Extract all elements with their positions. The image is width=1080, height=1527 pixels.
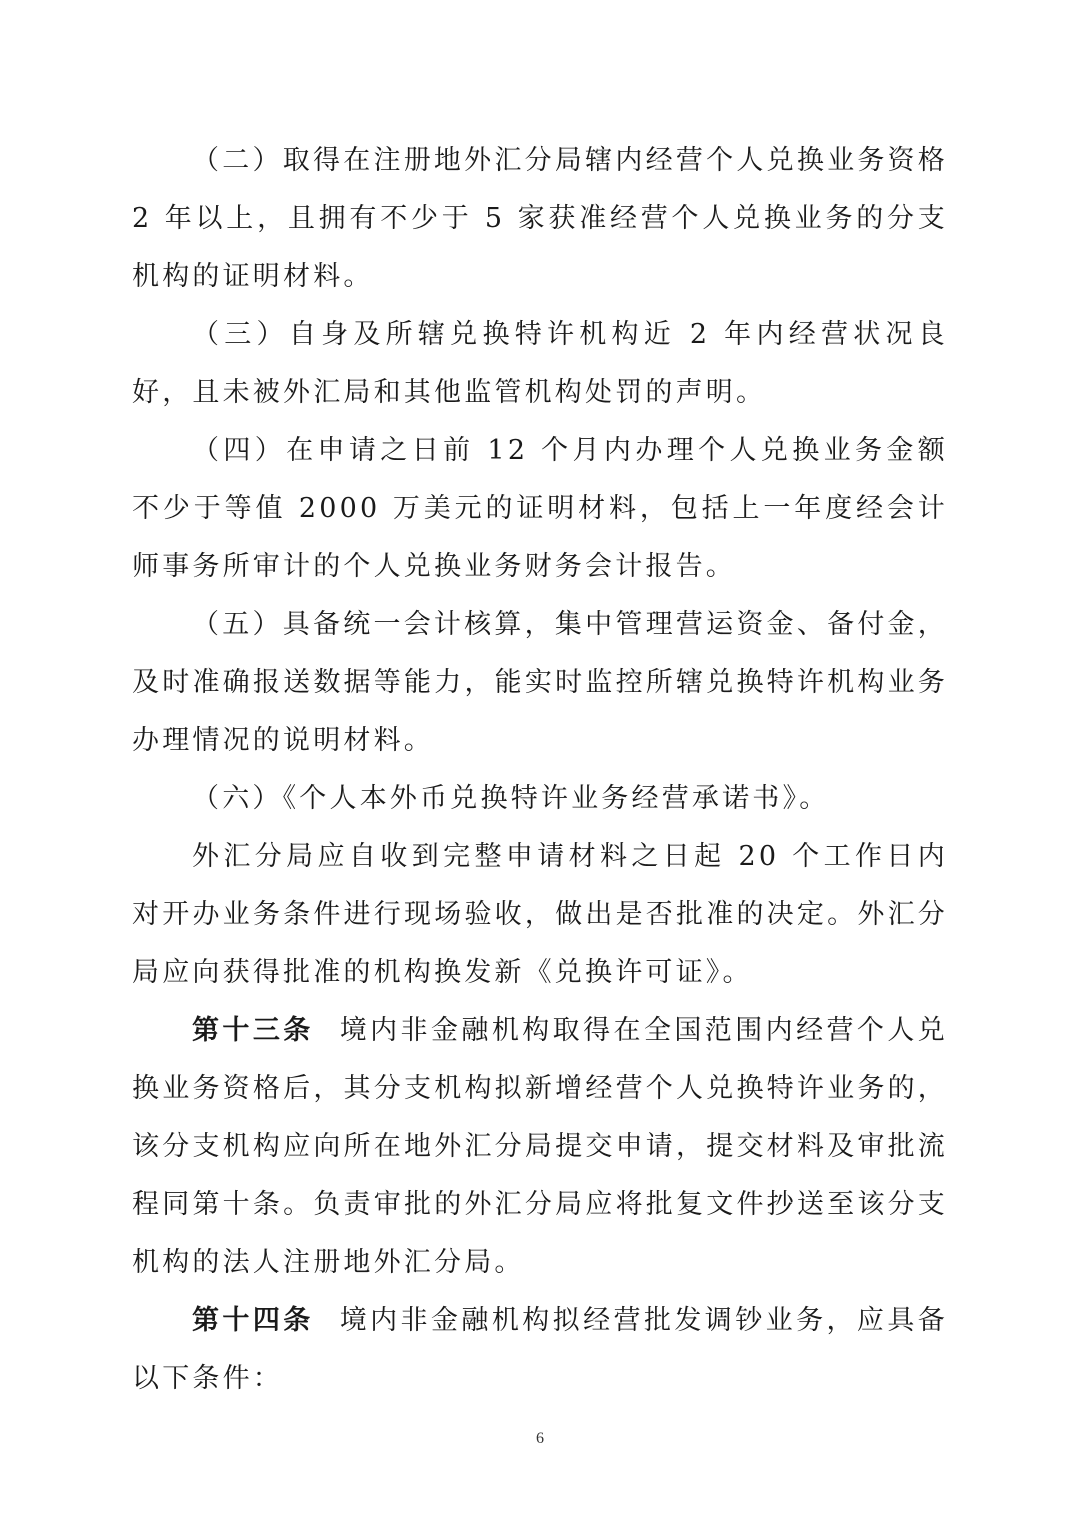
- paragraph-text: （二）取得在注册地外汇分局辖内经营个人兑换业务资格 2 年以上，且拥有不少于 5 家获准经营个人兑换业务的分支机构的证明材料。: [132, 145, 948, 292]
- page-number: 6: [536, 1430, 544, 1447]
- paragraph-text: （五）具备统一会计核算，集中管理营运资金、备付金，及时准确报送数据等能力，能实时监控所辖兑换特许机构业务办理情况的说明材料。: [132, 609, 948, 756]
- paragraph-item-6: [132, 770, 948, 828]
- article-heading: 第十四条: [192, 1305, 314, 1336]
- paragraph-item-3: [132, 306, 948, 422]
- paragraph-text: （四）在申请之日前 12 个月内办理个人兑换业务金额不少于等值 2000 万美元的证明材料，包括上一年度经会计师事务所审计的个人兑换业务财务会计报告。: [132, 435, 948, 582]
- paragraph-approval-note: [132, 828, 948, 1002]
- paragraph-text: （六）《个人本外币兑换特许业务经营承诺书》。: [192, 783, 830, 814]
- article-heading: 第十三条: [192, 1015, 314, 1046]
- paragraph-text: 境内非金融机构取得在全国范围内经营个人兑换业务资格后，其分支机构拟新增经营个人兑换特许业务的，该分支机构应向所在地外汇分局提交申请，提交材料及审批流程同第十条。负责审批的外汇分局应将批复文件抄送至该分支机构的法人注册地外汇分局。: [132, 1015, 948, 1278]
- paragraph-item-5: [132, 596, 948, 770]
- article-14: [132, 1292, 948, 1408]
- paragraph-item-4: [132, 422, 948, 596]
- paragraph-item-2: [132, 132, 948, 306]
- article-13: [132, 1002, 948, 1292]
- paragraph-text: 外汇分局应自收到完整申请材料之日起 20 个工作日内对开办业务条件进行现场验收，做出是否批准的决定。外汇分局应向获得批准的机构换发新《兑换许可证》。: [132, 841, 948, 988]
- document-body: [132, 132, 948, 1408]
- paragraph-text: （三）自身及所辖兑换特许机构近 2 年内经营状况良好，且未被外汇局和其他监管机构处罚的声明。: [132, 319, 948, 408]
- paragraph-text: 境内非金融机构拟经营批发调钞业务，应具备以下条件：: [132, 1305, 948, 1394]
